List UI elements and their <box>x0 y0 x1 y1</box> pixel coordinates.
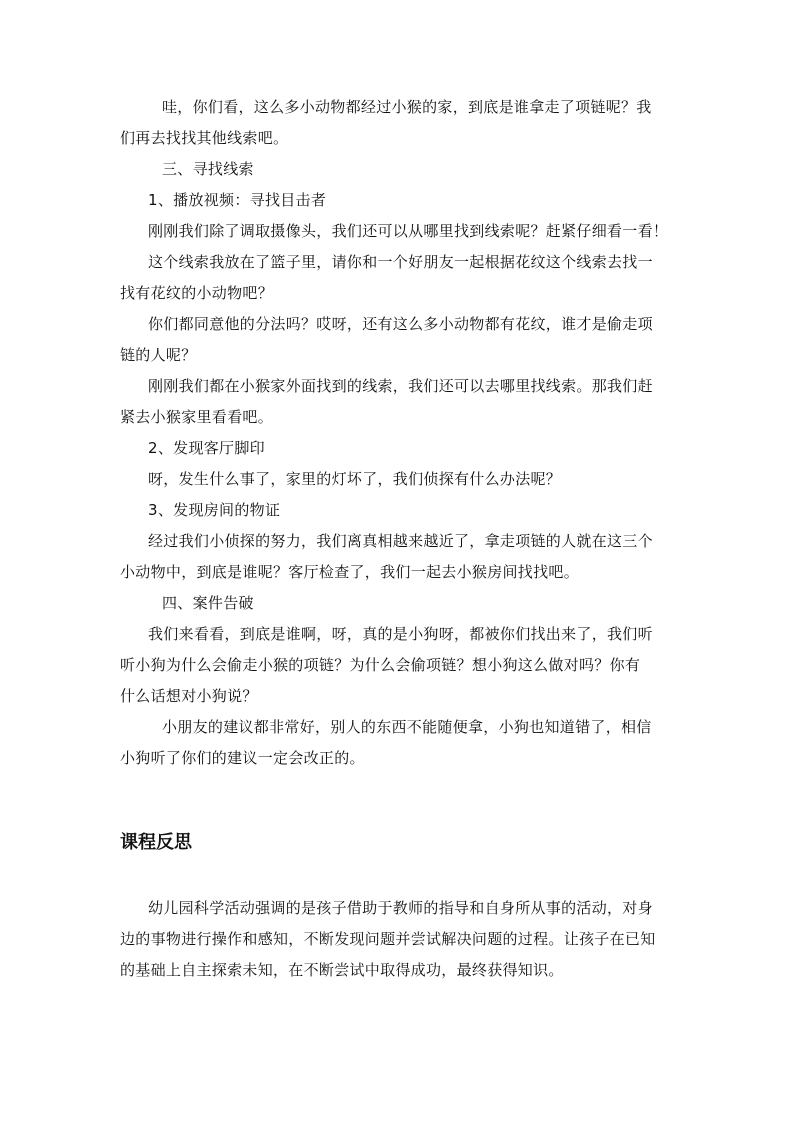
subsection-heading: 2、发现客厅脚印 <box>148 439 265 457</box>
reflection-line: 的基础上自主探索未知，在不断尝试中取得成功，最终获得知识。 <box>120 961 564 979</box>
paragraph-line: 经过我们小侦探的努力，我们离真相越来越近了，拿走项链的人就在这三个 <box>148 532 653 550</box>
reflection-heading: 课程反思 <box>120 832 192 853</box>
paragraph-line: 紧去小猴家里看看吧。 <box>120 408 274 426</box>
paragraph-line: 小动物中，到底是谁呢？客厅检查了，我们一起去小猴房间找找吧。 <box>120 563 580 581</box>
subsection-heading: 1、播放视频：寻找目击者 <box>148 191 327 209</box>
paragraph-line: 小狗听了你们的建议一定会改正的。 <box>120 749 365 767</box>
paragraph-line: 找有花纹的小动物吧？ <box>120 284 274 302</box>
section-heading: 三、寻找线索 <box>162 160 254 178</box>
paragraph-line: 听小狗为什么会偷走小猴的项链？为什么会偷项链？想小狗这么做对吗？你有 <box>120 656 641 674</box>
paragraph-line: 哇，你们看，这么多小动物都经过小猴的家，到底是谁拿走了项链呢？我 <box>162 98 652 116</box>
paragraph-line: 链的人呢？ <box>120 346 197 364</box>
paragraph-line: 小朋友的建议都非常好，别人的东西不能随便拿，小狗也知道错了，相信 <box>162 718 652 736</box>
paragraph-line: 这个线索我放在了篮子里，请你和一个好朋友一起根据花纹这个线索去找一 <box>148 253 653 271</box>
subsection-heading: 3、发现房间的物证 <box>148 501 281 519</box>
paragraph-line: 什么话想对小狗说？ <box>120 687 258 705</box>
reflection-line: 幼儿园科学活动强调的是孩子借助于教师的指导和自身所从事的活动，对身 <box>148 899 653 917</box>
reflection-line: 边的事物进行操作和感知，不断发现问题并尝试解决问题的过程。让孩子在已知 <box>120 930 656 948</box>
section-heading: 四、案件告破 <box>162 594 254 612</box>
paragraph-line: 呀，发生什么事了，家里的灯坏了，我们侦探有什么办法呢？ <box>148 470 562 488</box>
paragraph-line: 你们都同意他的分法吗？哎呀，还有这么多小动物都有花纹，谁才是偷走项 <box>148 315 653 333</box>
paragraph-line: 我们来看看，到底是谁啊，呀，真的是小狗呀，都被你们找出来了，我们听 <box>148 625 653 643</box>
paragraph-line: 们再去找找其他线索吧。 <box>120 129 289 147</box>
paragraph-line: 刚刚我们都在小猴家外面找到的线索，我们还可以去哪里找线索。那我们赶 <box>148 377 653 395</box>
paragraph-line: 刚刚我们除了调取摄像头，我们还可以从哪里找到线索呢？赶紧仔细看一看！ <box>148 222 669 240</box>
